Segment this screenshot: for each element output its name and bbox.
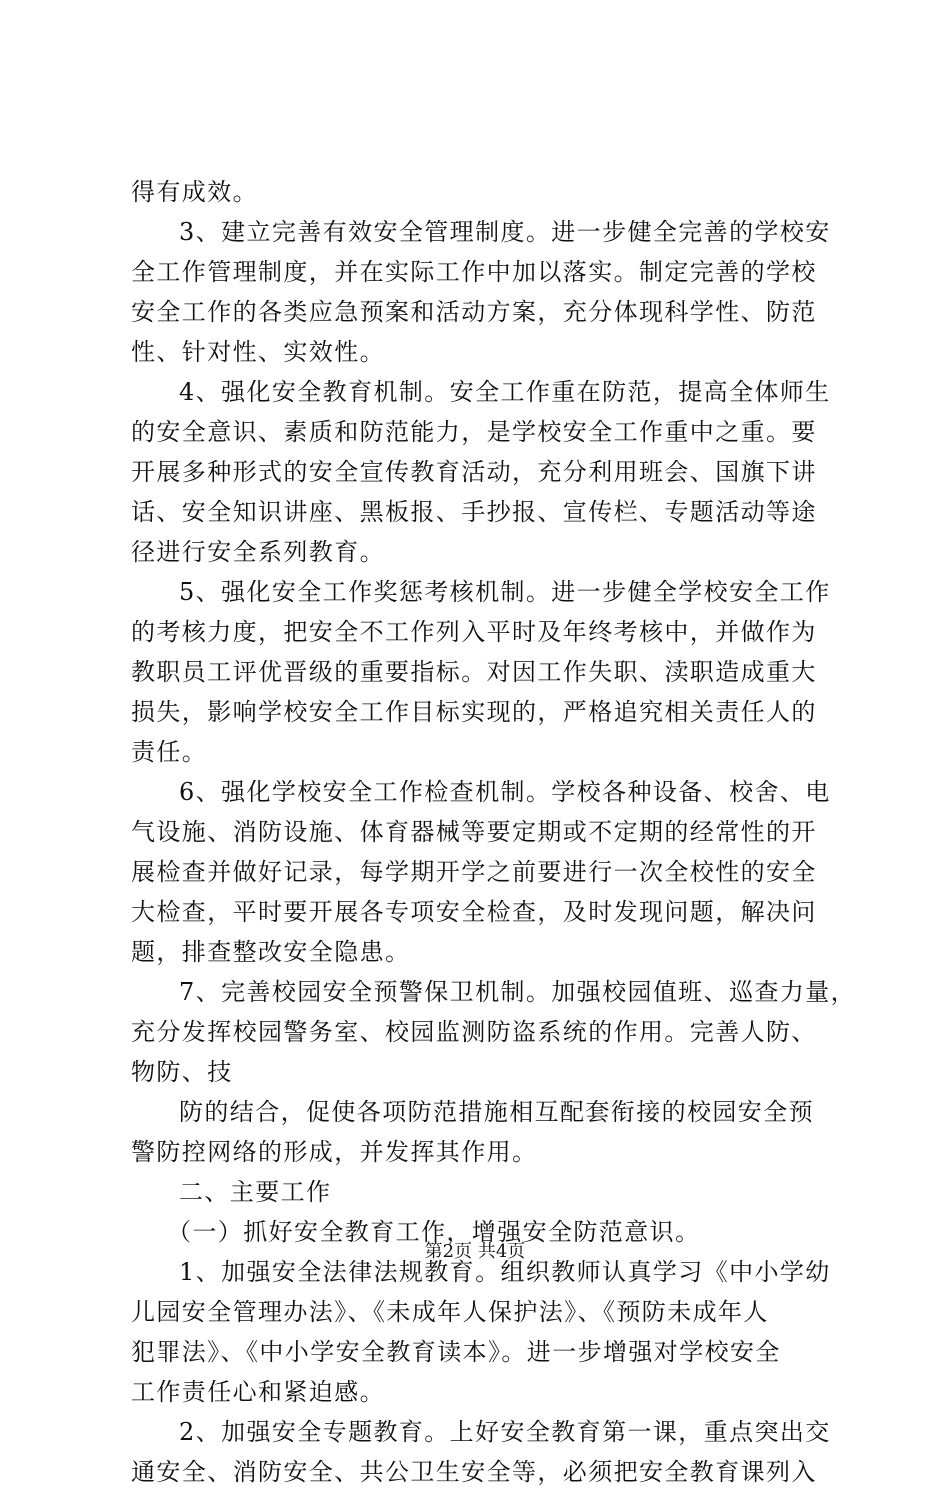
text-line: 充分发挥校园警务室、校园监测防盗系统的作用。完善人防、 [131,1018,817,1046]
text-line: 得有成效。 [131,178,258,206]
text-line: 物防、技 [131,1058,233,1086]
text-line: 1、加强安全法律法规教育。组织教师认真学习《中小学幼 [179,1258,831,1286]
text-line: 大检查，平时要开展各专项安全检查，及时发现问题，解决问 [131,898,817,926]
text-line: 4、强化安全教育机制。安全工作重在防范，提高全体师生 [179,378,831,406]
text-line: 2、加强安全专题教育。上好安全教育第一课，重点突出交 [179,1418,831,1446]
text-line: 的安全意识、素质和防范能力，是学校安全工作重中之重。要 [131,418,817,446]
subsection-heading: （一）抓好安全教育工作，增强安全防范意识。 [167,1218,701,1246]
text-line: 7、完善校园安全预警保卫机制。加强校园值班、巡查力量， [179,978,857,1006]
text-line: 题，排查整改安全隐患。 [131,938,411,966]
text-line: 5、强化安全工作奖惩考核机制。进一步健全学校安全工作 [179,578,831,606]
text-line: 径进行安全系列教育。 [131,538,385,566]
text-line: 全工作管理制度，并在实际工作中加以落实。制定完善的学校 [131,258,817,286]
text-line: 展检查并做好记录，每学期开学之前要进行一次全校性的安全 [131,858,817,886]
text-line: 6、强化学校安全工作检查机制。学校各种设备、校舍、电 [179,778,831,806]
text-line: 儿园安全管理办法》、《未成年人保护法》、《预防未成年人 [131,1298,769,1326]
text-line: 损失，影响学校安全工作目标实现的，严格追究相关责任人的 [131,698,817,726]
page-number-footer: 第2页 共4页 [424,1241,526,1262]
text-line: 警防控网络的形成，并发挥其作用。 [131,1138,538,1166]
text-line: 话、安全知识讲座、黑板报、手抄报、宣传栏、专题活动等途 [131,498,817,526]
text-line: 责任。 [131,738,208,766]
text-line: 3、建立完善有效安全管理制度。进一步健全完善的学校安 [179,218,831,246]
text-line: 开展多种形式的安全宣传教育活动，充分利用班会、国旗下讲 [131,458,817,486]
text-line: 防的结合，促使各项防范措施相互配套衔接的校园安全预 [179,1098,814,1126]
text-line: 教职员工评优晋级的重要指标。对因工作失职、渎职造成重大 [131,658,817,686]
text-line: 的考核力度，把安全不工作列入平时及年终考核中，并做作为 [131,618,817,646]
text-line: 安全工作的各类应急预案和活动方案，充分体现科学性、防范 [131,298,817,326]
section-heading: 二、主要工作 [179,1178,332,1206]
text-line: 性、针对性、实效性。 [131,338,385,366]
document-body [131,172,857,1492]
text-line: 工作责任心和紧迫感。 [131,1378,385,1406]
text-line: 气设施、消防设施、体育器械等要定期或不定期的经常性的开 [131,818,817,846]
text-line: 犯罪法》、《中小学安全教育读本》。进一步增强对学校安全 [131,1338,781,1366]
text-line: 通安全、消防安全、共公卫生安全等，必须把安全教育课列入 [131,1458,817,1486]
